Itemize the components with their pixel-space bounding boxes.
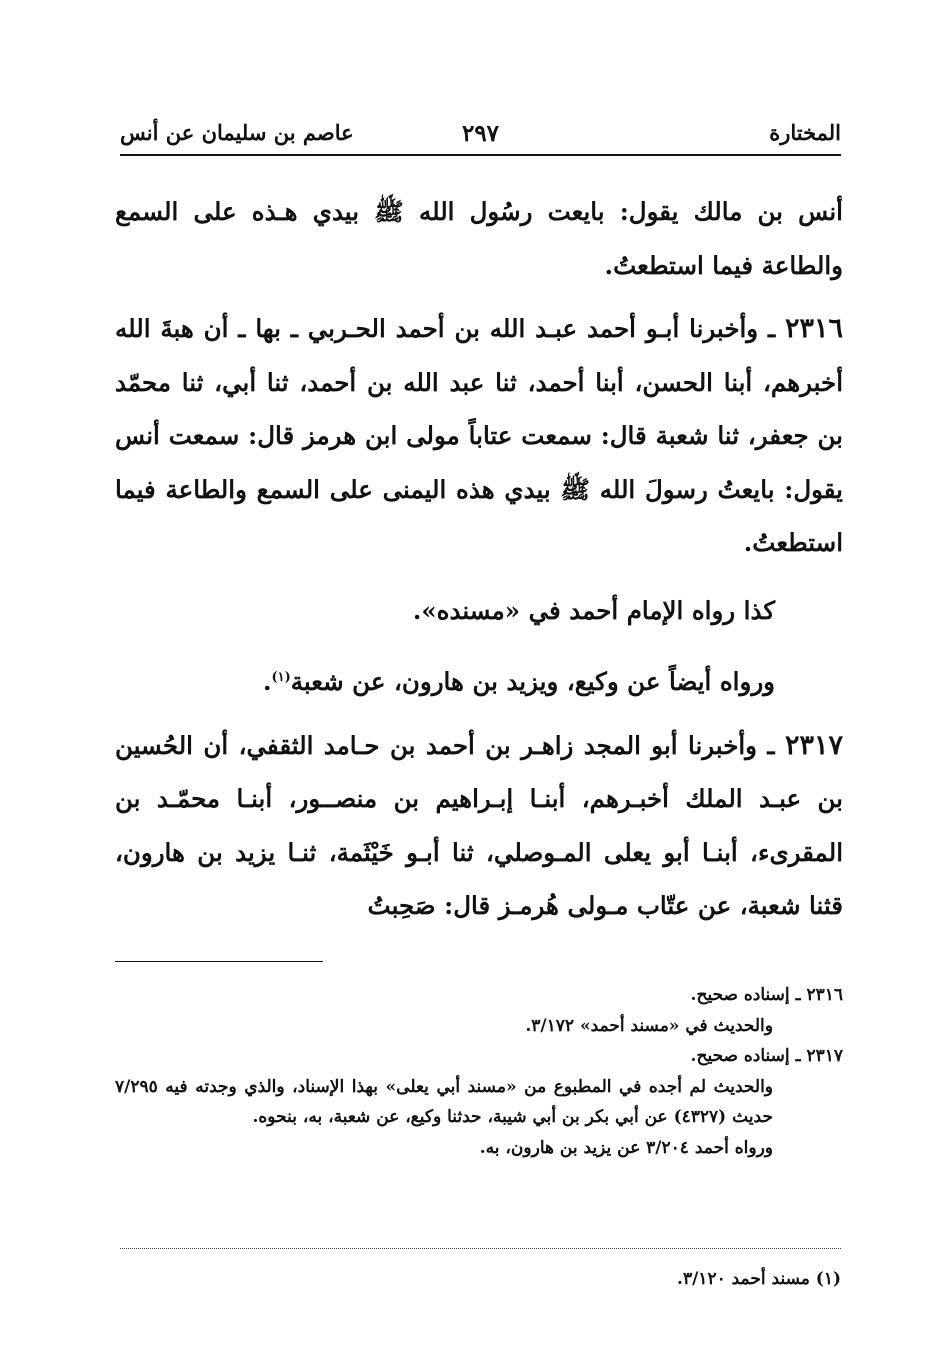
footnote-rule: [115, 961, 323, 962]
hadith-2316: [115, 302, 843, 570]
endnote: [115, 1264, 841, 1294]
footnotes: [115, 980, 843, 1163]
hadith-number: ٢٣١٦: [784, 313, 843, 344]
footnote-2316-grade: ٢٣١٦ ـ إسناده صحيح.: [690, 985, 843, 1005]
narration-text: ورواه أيضاً عن وكيع، ويزيد بن هارون، عن شعبة: [290, 667, 775, 697]
footnote-2317-source: والحديث لم أجده في المطبوع من «مسند أبي يعلى» بهذا الإسناد، والذي وجدته فيه ٧/٢٩٥ حديث (٤٣٢٧) عن أبي بكر بن أبي شيبة، حدثنا وكيع، عن شعبة، به، بنحوه.: [115, 1076, 773, 1127]
hadith-text: ـ وأخبرنا أبـو أحمد عبـد الله بن أحمد الحـربي ـ بها ـ أن هبةَ الله أخبرهم، أبنا الحسن، أبنا أحمد، ثنا عبد الله بن أحمد، ثنا أبي، ثنا محمّد بن جعفر، ثنا شعبة قال: سمعت عتاباً مولى ابن هرمز قال: سمعت أنس يقول: بايعتُ رسولَ الله ﷺ بيدي هذه اليمنى على السمع والطاعة فيما استطعتُ.: [115, 314, 843, 557]
paragraph-continuation: أنس بن مالك يقول: بايعت رسُول الله ﷺ بيدي هـذه على السمع والطاعة فيما استطعتُ.: [115, 197, 843, 280]
footnote-2317-ahmad: ورواه أحمد ٣/٢٠٤ عن يزيد بن هارون، به.: [479, 1137, 773, 1158]
header-book-title: المختارة: [769, 120, 841, 145]
narration-note-2: [115, 651, 843, 709]
footnote-2316-source: والحديث في «مسند أحمد» ٣/١٧٢.: [525, 1015, 773, 1036]
header-rule: [120, 154, 841, 156]
endnote-text: (١) مسند أحمد ٣/١٢٠.: [677, 1269, 841, 1289]
header-chapter-title: عاصم بن سليمان عن أنس: [120, 120, 354, 145]
main-text: [115, 185, 843, 933]
hadith-text: ـ وأخبرنا أبو المجد زاهـر بن أحمد بن حـامد الثقفي، أن الحُسين بن عبـد الملك أخبـرهم، أبنـا إبـراهيم بن منصــور، أبنـا محمّـد بن المقرىء، أبنـا أبو يعلى المـوصلي، ثنا أبـو خَيْثَمة، ثنـا يزيد بن هارون، قثنا شعبة، عن عتّاب مـولى هُرمـز قال: صَحِبتُ: [115, 730, 843, 921]
narration-end: .: [262, 667, 272, 697]
hadith-2317: [115, 719, 843, 933]
footnote-2317-grade: ٢٣١٧ ـ إسناده صحيح.: [690, 1046, 843, 1066]
endnote-rule: [120, 1248, 841, 1249]
footnote-marker: (١): [271, 670, 291, 685]
running-header: [120, 112, 841, 152]
hadith-number: ٢٣١٧: [784, 729, 843, 761]
narration-note: كذا رواه الإمام أحمد في «مسنده».: [412, 595, 775, 625]
page-number: ٢٩٧: [461, 120, 500, 147]
